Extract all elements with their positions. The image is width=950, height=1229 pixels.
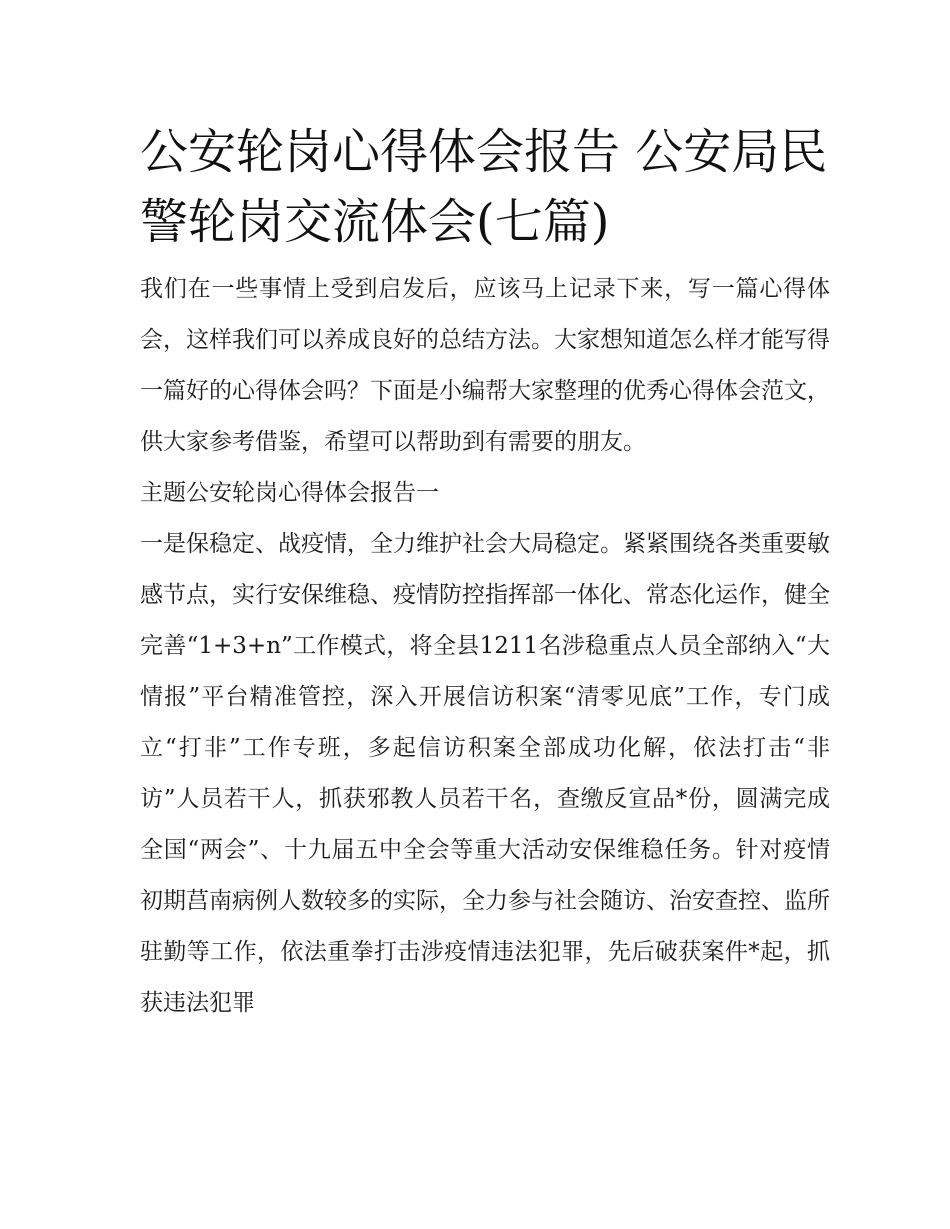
document-title: 公安轮岗心得体会报告 公安局民警轮岗交流体会(七篇) xyxy=(140,124,828,250)
section-body-paragraph: 一是保稳定、战疫情，全力维护社会大局稳定。紧紧围绕各类重要敏感节点，实行安保维稳、疫情防控指挥部一体化、常态化运作，健全完善“1+3+n”工作模式，将全县1211名涉稳重点人员全部纳入“大情报”平台精准管控，深入开展信访积案“清零见底”工作，专门成立“打非”工作专班，多起信访积案全部成功化解，依法打击“非访”人员若干人，抓获邪教人员若干名，查缴反宣品*份，圆满完成全国“两会”、十九届五中全会等重大活动安保维稳任务。针对疫情初期莒南病例人数较多的实际，全力参与社会随访、治安查控、监所驻勤等工作，依法重拳打击涉疫情违法犯罪，先后破获案件*起，抓获违法犯罪 xyxy=(140,531,830,1016)
document-content xyxy=(140,117,830,1029)
intro-paragraph: 我们在一些事情上受到启发后，应该马上记录下来，写一篇心得体会，这样我们可以养成良好的总结方法。大家想知道怎么样才能写得一篇好的心得体会吗？下面是小编帮大家整理的优秀心得体会范文，供大家参考借鉴，希望可以帮助到有需要的朋友。 xyxy=(140,276,830,455)
section-heading: 主题公安轮岗心得体会报告一 xyxy=(140,480,439,506)
